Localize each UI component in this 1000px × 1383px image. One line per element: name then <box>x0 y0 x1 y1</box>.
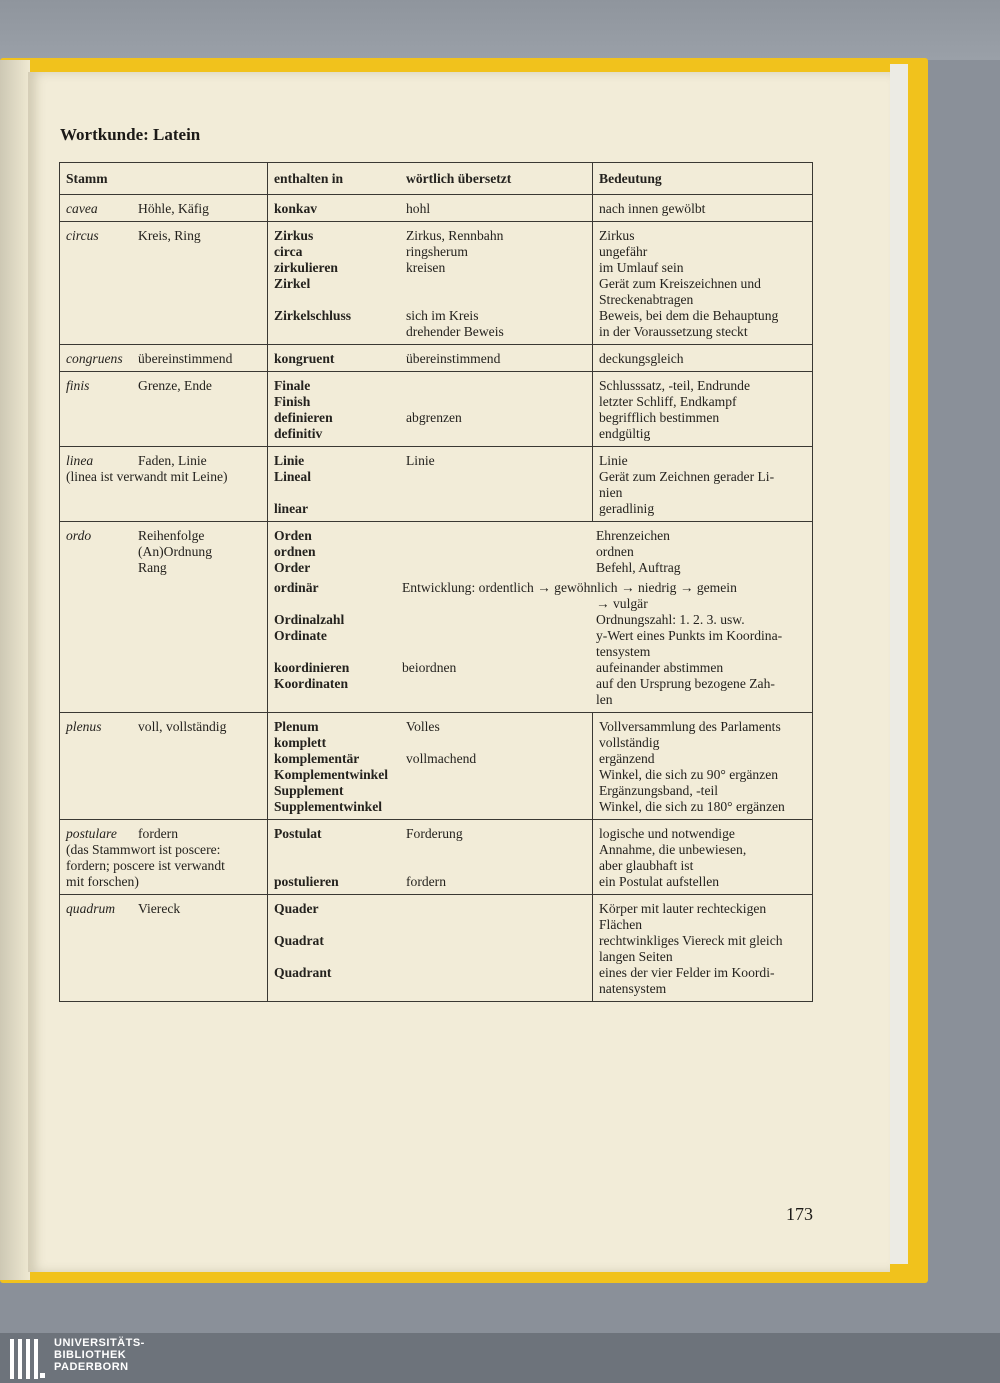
stem-meaning: übereinstimmend <box>138 351 233 366</box>
word: komplementär <box>274 751 360 766</box>
bedeutung: geradlinig <box>599 501 655 516</box>
meaning-cell <box>593 345 813 372</box>
word: definieren <box>274 410 333 425</box>
bedeutung: natensystem <box>599 981 667 996</box>
word: Postulat <box>274 826 322 841</box>
bedeutung: Vollversammlung des Parlaments <box>599 719 781 734</box>
word: zirkulieren <box>274 260 338 275</box>
literal: vollmachend <box>406 751 477 766</box>
bedeutung: ordnen <box>596 544 634 559</box>
ordo-combined-cell <box>268 522 813 713</box>
literal: beiordnen <box>402 660 457 675</box>
bedeutung: letzter Schliff, Endkampf <box>599 394 737 409</box>
word: Quader <box>274 901 319 916</box>
word: konkav <box>274 201 318 216</box>
literal: kreisen <box>406 260 446 275</box>
bedeutung: langen Seiten <box>599 949 673 964</box>
stem-meaning: Rang <box>138 560 167 575</box>
bedeutung: logische und notwendige <box>599 826 735 841</box>
book-spine <box>0 60 30 1280</box>
stem-cell <box>60 713 268 820</box>
stem-meaning: Reihenfolge <box>138 528 205 543</box>
stem-cell <box>60 820 268 895</box>
words-cell <box>268 195 401 222</box>
words-cell <box>268 713 401 820</box>
stem-cell <box>60 895 268 1002</box>
stem-meaning: fordern <box>138 826 179 841</box>
literal: übereinstimmend <box>406 351 501 366</box>
stem-meaning: voll, vollständig <box>138 719 227 734</box>
table-row <box>60 195 813 222</box>
stem-note: (linea ist verwandt mit Leine) <box>66 469 228 484</box>
literal-cell <box>400 713 593 820</box>
page-number: 173 <box>786 1204 813 1224</box>
bedeutung: deckungsgleich <box>599 351 684 366</box>
literal: ringsherum <box>406 244 468 259</box>
stem-note: (das Stammwort ist poscere: <box>66 842 221 857</box>
bedeutung: Gerät zum Zeichnen gerader Li- <box>599 469 775 484</box>
bedeutung: ergänzend <box>599 751 655 766</box>
bedeutung: Ordnungszahl: 1. 2. 3. usw. <box>596 612 745 627</box>
stem-word: plenus <box>66 719 102 734</box>
word: Zirkus <box>274 228 314 243</box>
bedeutung: nien <box>599 485 623 500</box>
bedeutung: endgültig <box>599 426 651 441</box>
literal: Forderung <box>406 826 463 841</box>
word: Zirkel <box>274 276 311 291</box>
word: circa <box>274 244 303 259</box>
literal: hohl <box>406 201 431 216</box>
bedeutung: aufeinander abstimmen <box>596 660 724 675</box>
table-row <box>60 345 813 372</box>
table-row <box>60 447 813 522</box>
word: Supplement <box>274 783 344 798</box>
words-cell <box>268 222 401 345</box>
bedeutung: → vulgär <box>596 596 648 611</box>
bedeutung: Ehrenzeichen <box>596 528 670 543</box>
bedeutung: Linie <box>599 453 628 468</box>
bedeutung: ein Postulat aufstellen <box>599 874 720 889</box>
bedeutung: in der Voraussetzung steckt <box>599 324 748 339</box>
literal-cell <box>400 222 593 345</box>
word: postulieren <box>274 874 339 889</box>
bedeutung: Befehl, Auftrag <box>596 560 681 575</box>
literal-cell <box>400 447 593 522</box>
library-name <box>54 1337 145 1373</box>
header-bedeutung: Bedeutung <box>593 163 813 195</box>
word: Finale <box>274 378 311 393</box>
words-cell <box>268 372 401 447</box>
bedeutung: tensystem <box>596 644 651 659</box>
word: koordinieren <box>274 660 350 675</box>
word: Ordinate <box>274 628 327 643</box>
bedeutung: rechtwinkliges Viereck mit gleich <box>599 933 783 948</box>
bedeutung: vollständig <box>599 735 660 750</box>
literal-cell <box>400 895 593 1002</box>
stem-note: mit forschen) <box>66 874 139 889</box>
meaning-cell <box>593 447 813 522</box>
meaning-cell <box>593 895 813 1002</box>
bedeutung: Annahme, die unbewiesen, <box>599 842 747 857</box>
word: linear <box>274 501 308 516</box>
library-line-1: UNIVERSITÄTS- <box>54 1337 145 1349</box>
stem-word: linea <box>66 453 94 468</box>
bedeutung: begrifflich bestimmen <box>599 410 720 425</box>
literal-cell <box>400 195 593 222</box>
words-cell <box>268 820 401 895</box>
bedeutung: Schlusssatz, -teil, Endrunde <box>599 378 751 393</box>
words-cell <box>268 345 401 372</box>
stem-word: quadrum <box>66 901 116 916</box>
table-row <box>60 222 813 345</box>
stem-cell <box>60 522 268 713</box>
bedeutung: eines der vier Felder im Koordi- <box>599 965 775 980</box>
table-row <box>60 895 813 1002</box>
table-row <box>60 713 813 820</box>
scan-background <box>0 0 1000 60</box>
table-row <box>60 372 813 447</box>
word: Orden <box>274 528 312 543</box>
word: Komplementwinkel <box>274 767 389 782</box>
library-line-2: BIBLIOTHEK <box>54 1349 127 1361</box>
stem-word: circus <box>66 228 99 243</box>
stem-word: cavea <box>66 201 98 216</box>
word: Supplementwinkel <box>274 799 383 814</box>
bedeutung: Streckenabtragen <box>599 292 694 307</box>
meaning-cell <box>593 222 813 345</box>
literal: Zirkus, Rennbahn <box>406 228 504 243</box>
stem-word: congruens <box>66 351 123 366</box>
table-header-row <box>60 163 813 195</box>
literal-cell <box>400 345 593 372</box>
literal: Linie <box>406 453 435 468</box>
word: Koordinaten <box>274 676 349 691</box>
bedeutung: Zirkus <box>599 228 635 243</box>
bedeutung: aber glaubhaft ist <box>599 858 694 873</box>
stem-cell <box>60 222 268 345</box>
word: Zirkelschluss <box>274 308 352 323</box>
word: Quadrant <box>274 965 332 980</box>
word: komplett <box>274 735 327 750</box>
stem-meaning: Kreis, Ring <box>138 228 201 243</box>
literal: fordern <box>406 874 447 889</box>
literal-cell <box>400 372 593 447</box>
bedeutung: Beweis, bei dem die Behauptung <box>599 308 779 323</box>
stem-meaning: (An)Ordnung <box>138 544 212 559</box>
literal: sich im Kreis <box>406 308 479 323</box>
stem-meaning: Grenze, Ende <box>138 378 212 393</box>
word: Finish <box>274 394 311 409</box>
stem-word: ordo <box>66 528 92 543</box>
stem-cell <box>60 447 268 522</box>
header-woertlich: wörtlich übersetzt <box>400 163 593 195</box>
meaning-cell <box>593 372 813 447</box>
word: Order <box>274 560 311 575</box>
table-row <box>60 820 813 895</box>
header-enthalten: enthalten in <box>268 163 401 195</box>
stem-word: finis <box>66 378 90 393</box>
bedeutung: nach innen gewölbt <box>599 201 706 216</box>
header-stamm: Stamm <box>60 163 268 195</box>
literal: drehender Beweis <box>406 324 504 339</box>
word: kongruent <box>274 351 335 366</box>
meaning-cell <box>593 820 813 895</box>
meaning-cell <box>593 713 813 820</box>
literal: Entwicklung: ordentlich → gewöhnlich → niedrig → gemein <box>402 580 737 595</box>
word: ordinär <box>274 580 319 595</box>
stem-word: postulare <box>66 826 117 841</box>
table-row <box>60 522 813 713</box>
stem-cell <box>60 372 268 447</box>
stem-note: fordern; poscere ist verwandt <box>66 858 225 873</box>
bedeutung: Gerät zum Kreiszeichnen und <box>599 276 761 291</box>
stem-meaning: Viereck <box>138 901 181 916</box>
stem-meaning: Faden, Linie <box>138 453 207 468</box>
literal: abgrenzen <box>406 410 462 425</box>
stem-meaning: Höhle, Käfig <box>138 201 209 216</box>
words-cell <box>268 447 401 522</box>
literal-cell <box>400 820 593 895</box>
bedeutung: auf den Ursprung bezogene Zah- <box>596 676 775 691</box>
word: Quadrat <box>274 933 324 948</box>
vocabulary-table <box>59 162 813 1002</box>
bedeutung: im Umlauf sein <box>599 260 684 275</box>
bedeutung: Körper mit lauter rechteckigen <box>599 901 767 916</box>
bedeutung: len <box>596 692 613 707</box>
word: Ordinalzahl <box>274 612 345 627</box>
words-cell <box>268 895 401 1002</box>
bedeutung: Winkel, die sich zu 180° ergänzen <box>599 799 785 814</box>
word: ordnen <box>274 544 316 559</box>
bedeutung: Ergänzungsband, -teil <box>599 783 719 798</box>
stem-cell <box>60 345 268 372</box>
bedeutung: Winkel, die sich zu 90° ergänzen <box>599 767 779 782</box>
page-edge <box>890 64 908 1264</box>
library-line-3: PADERBORN <box>54 1361 129 1373</box>
word: Lineal <box>274 469 312 484</box>
word: Linie <box>274 453 305 468</box>
stem-cell <box>60 195 268 222</box>
meaning-cell <box>593 195 813 222</box>
page-title: Wortkunde: Latein <box>60 125 201 144</box>
word: definitiv <box>274 426 323 441</box>
word: Plenum <box>274 719 319 734</box>
library-logo-icon <box>8 1337 46 1381</box>
bedeutung: ungefähr <box>599 244 648 259</box>
library-footer <box>0 1333 1000 1383</box>
bedeutung: y-Wert eines Punkts im Koordina- <box>596 628 783 643</box>
literal: Volles <box>406 719 440 734</box>
bedeutung: Flächen <box>599 917 643 932</box>
